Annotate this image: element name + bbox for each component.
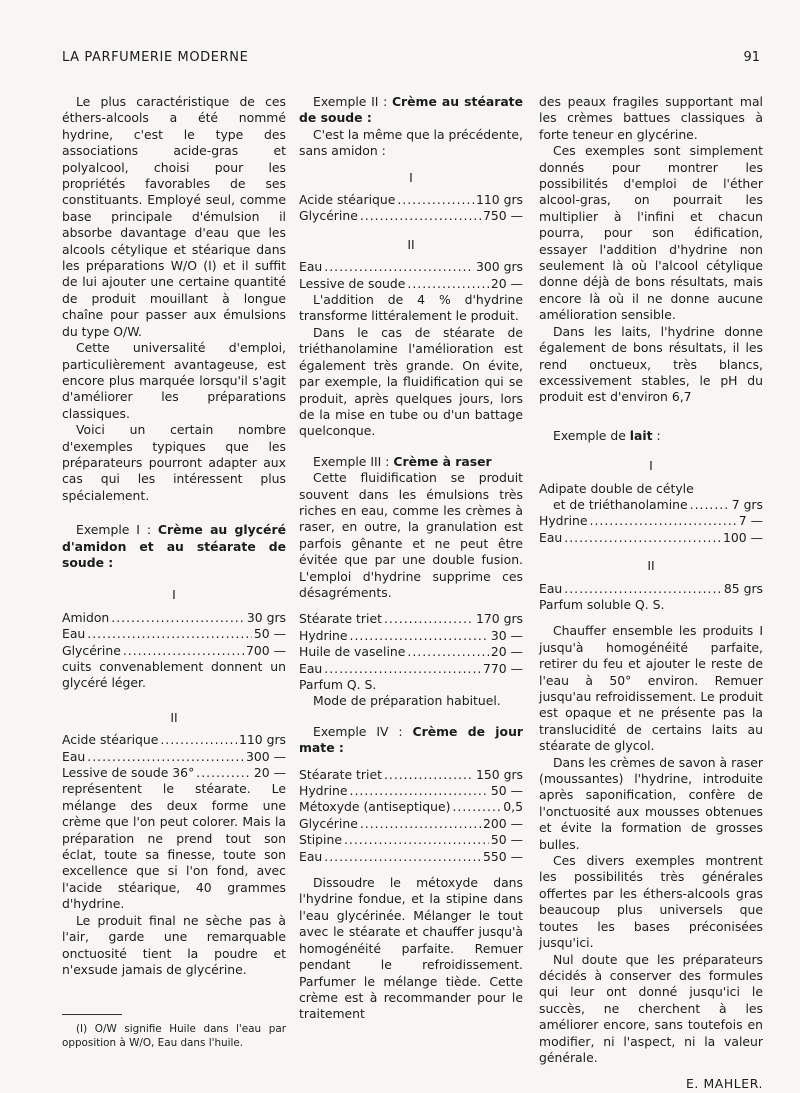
ingredient-row: Eau ..... 300 grs bbox=[299, 259, 523, 275]
example-title: Crème à raser bbox=[393, 453, 492, 469]
example-label: Exemple II : bbox=[313, 94, 392, 109]
ingredient-row: Amidon ..... 30 grs bbox=[62, 610, 286, 626]
ingredient-list bbox=[62, 732, 286, 781]
paragraph: Nul doute que les préparateurs décidés à conserver des formules qui leur ont donné jusqu'ici le succès, ne cherchent à les améliorer encore, sans toutefois en modifier, ni l'aspect, ni la valeur générale. bbox=[539, 951, 763, 1065]
page-header bbox=[62, 50, 760, 70]
example-heading: Exemple de lait : bbox=[553, 427, 661, 443]
example-title: lait bbox=[629, 427, 653, 443]
ingredient-row: et de triéthanolamine ..... 7 grs bbox=[539, 497, 763, 513]
paragraph: Mode de préparation habituel. bbox=[313, 693, 501, 709]
example-heading bbox=[62, 522, 286, 571]
ingredient-row: Hydrine ..... 50 — bbox=[299, 783, 523, 799]
ingredient-row: Adipate double de cétyle bbox=[539, 480, 694, 496]
paragraph: L'addition de 4 % d'hydrine transforme littéralement le produit. bbox=[299, 292, 523, 324]
paragraph: C'est la même que la précédente, sans amidon : bbox=[299, 126, 523, 159]
ingredient-list bbox=[299, 192, 523, 225]
ingredient-list bbox=[539, 581, 763, 597]
example-title: Crème au stéarate de soude : bbox=[299, 94, 524, 126]
example-title: Crème de jour mate : bbox=[299, 723, 523, 756]
example-label: Exemple I : bbox=[76, 522, 158, 538]
footnote-rule bbox=[62, 1014, 122, 1015]
paragraph: des peaux fragiles supportant mal les crèmes battues classiques à forte teneur en glycérine. bbox=[539, 94, 763, 142]
author-signature: E. MAHLER. bbox=[685, 1076, 763, 1092]
ingredient-row: Glycérine ..... 200 — bbox=[299, 816, 523, 832]
part-label: II bbox=[647, 558, 655, 574]
ingredient-row: Eau ..... 300 — bbox=[62, 749, 286, 765]
example-label: Exemple III : bbox=[313, 453, 394, 469]
example-heading bbox=[299, 454, 523, 470]
paragraph: Le produit final ne sèche pas à l'air, garde une remarquable onctuosité tient la poudre et n'exsude jamais de glycérine. bbox=[62, 912, 286, 977]
ingredient-row: Stipine ..... 50 — bbox=[299, 832, 523, 848]
ingredient-row: Eau ..... 550 — bbox=[299, 849, 523, 865]
example-title: Crème au glycéré d'amidon et au stéarate de soude : bbox=[62, 522, 286, 570]
paragraph: Dans le cas de stéarate de triéthanolamine l'amélioration est également très grande. On évite, par exemple, la fluidification qui se produit, après quelques jours, lors de la mise en tube ou d'un battage quelconque. bbox=[299, 324, 523, 439]
part-label: II bbox=[407, 236, 415, 252]
paragraph: Ces exemples sont simplement donnés pour montrer les possibilités d'emploi de l'éther alcool-gras, on pourrait les multiplier à l'infini et chacun pourra, pour son édification, essayer l'addition d'hydrine non seulement là où l'alcool cétylique donne déjà de bons résultats, mais encore là où il ne donne aucune amélioration sensible. bbox=[539, 143, 763, 323]
ingredient-list bbox=[299, 767, 523, 865]
ingredient-row: Huile de vaseline ..... 20 — bbox=[299, 644, 523, 660]
paragraph: cuits convenablement donnent un glycéré léger. bbox=[62, 659, 286, 691]
part-label: I bbox=[172, 587, 176, 603]
ingredient-row: Hydrine ..... 30 — bbox=[299, 628, 523, 644]
ingredient-row: Acide stéarique ..... 110 grs bbox=[299, 192, 523, 208]
ingredient-row: Stéarate triet ..... 170 grs bbox=[299, 611, 523, 627]
part-label: I bbox=[409, 169, 413, 185]
ingredient-row: Stéarate triet ..... 150 grs bbox=[299, 767, 523, 783]
ingredient-list bbox=[62, 610, 286, 659]
paragraph: Cette fluidification se produit souvent dans les émulsions très riches en eau, comme les crèmes à raser, en outre, la granulation est parfois gênante et ne peut être évitée que par une double fusion. L'emploi d'hydrine supprime ces désagréments. bbox=[299, 470, 523, 600]
ingredient-row: Glycérine ..... 750 — bbox=[299, 208, 523, 224]
paragraph: Dans les laits, l'hydrine donne également de bons résultats, il les rend onctueux, très blancs, excessivement stables, le pH du produit est d'environ 6,7 bbox=[539, 323, 763, 405]
page-number: 91 bbox=[743, 50, 760, 65]
column-2 bbox=[299, 94, 523, 1023]
ingredient-list bbox=[539, 497, 763, 546]
paragraph: Cette universalité d'emploi, particulièrement avantageuse, est encore plus marquée lorsqu'il s'agit d'améliorer les préparations classiques. bbox=[62, 340, 286, 421]
example-heading bbox=[299, 724, 523, 757]
ingredient-row: Lessive de soude 36° ..... 20 — bbox=[62, 765, 286, 781]
column-3 bbox=[539, 94, 763, 1093]
paragraph: Dans les crèmes de savon à raser (moussantes) l'hydrine, introduite après saponification, confère de l'onctuosité aux mousses obtenues et évite la formation de grosses bulles. bbox=[539, 754, 763, 852]
part-label: II bbox=[170, 709, 178, 725]
paragraph: représentent le stéarate. Le mélange des deux forme une crème que l'on peut colorer. Mais la préparation ne prend tout son éclat, toute sa finesse, toute son excellence que si l'on fond, avec l'acide stéarique, 40 grammes d'hydrine. bbox=[62, 781, 286, 912]
paragraph: Chauffer ensemble les produits I jusqu'à homogénéité parfaite, retirer du feu et ajouter le reste de l'eau à 50° environ. Remuer jusqu'au refroidissement. Le produit est opaque et ne présente pas la translucidité de certains laits au stéarate de glycol. bbox=[539, 623, 763, 754]
example-label: Exemple de bbox=[553, 427, 630, 443]
ingredient-row: Acide stéarique ..... 110 grs bbox=[62, 732, 286, 748]
part-label: I bbox=[649, 458, 653, 474]
ingredient-row: Eau ..... 100 — bbox=[539, 530, 763, 546]
ingredient-row: Eau ..... 50 — bbox=[62, 626, 286, 642]
journal-title: LA PARFUMERIE MODERNE bbox=[62, 50, 249, 65]
paragraph: Le plus caractéristique de ces éthers-alcools a été nommé hydrine, c'est le type des associations acide-gras et polyalcool, choisi pour les propriétés favorables de ses constituants. Employé seul, comme base principale d'émulsion il absorbe davantage d'eau que les alcools cétylique et stéarique dans les préparations W/O (I) et il suffit de lui ajouter une certaine quantité de produit mouillant à longue chaîne pour passer aux émulsions du type O/W. bbox=[62, 94, 286, 339]
paragraph: Parfum soluble Q. S. bbox=[539, 596, 665, 612]
paragraph: Dissoudre le métoxyde dans l'hydrine fondue, et la stipine dans l'eau glycérinée. Mélanger le tout avec le stéarate et chauffer jusqu'à homogénéité parfaite. Remuer pendant le refroidissement. Parfumer le mélange tiède. Cette crème est à recommander pour le traitement bbox=[299, 875, 523, 1022]
paragraph: Voici un certain nombre d'exemples typiques que les préparateurs pourront adapter aux cas qui les intéressent plus spécialement. bbox=[62, 422, 286, 503]
ingredient-list bbox=[299, 611, 523, 677]
paragraph: Ces divers exemples montrent les possibilités très générales offertes par les éthers-alcools gras beaucoup plus universels que toutes les bases préconisées jusqu'ici. bbox=[539, 853, 763, 951]
example-label: Exemple IV : bbox=[313, 723, 413, 739]
ingredient-list bbox=[299, 259, 523, 292]
example-heading bbox=[299, 94, 523, 127]
ingredient-row: Eau ..... 85 grs bbox=[539, 581, 763, 597]
ingredient-row: Hydrine ..... 7 — bbox=[539, 513, 763, 529]
column-1 bbox=[62, 94, 286, 1051]
footnote: (I) O/W signifie Huile dans l'eau par opposition à W/O, Eau dans l'huile. bbox=[62, 1023, 286, 1049]
ingredient-row: Glycérine ..... 700 — bbox=[62, 643, 286, 659]
ingredient-row: Eau ..... 770 — bbox=[299, 661, 523, 677]
ingredient-row: Métoxyde (antiseptique) ..... 0,5 bbox=[299, 799, 523, 815]
ingredient-row: Lessive de soude ..... 20 — bbox=[299, 276, 523, 292]
paragraph: Parfum Q. S. bbox=[299, 677, 377, 692]
